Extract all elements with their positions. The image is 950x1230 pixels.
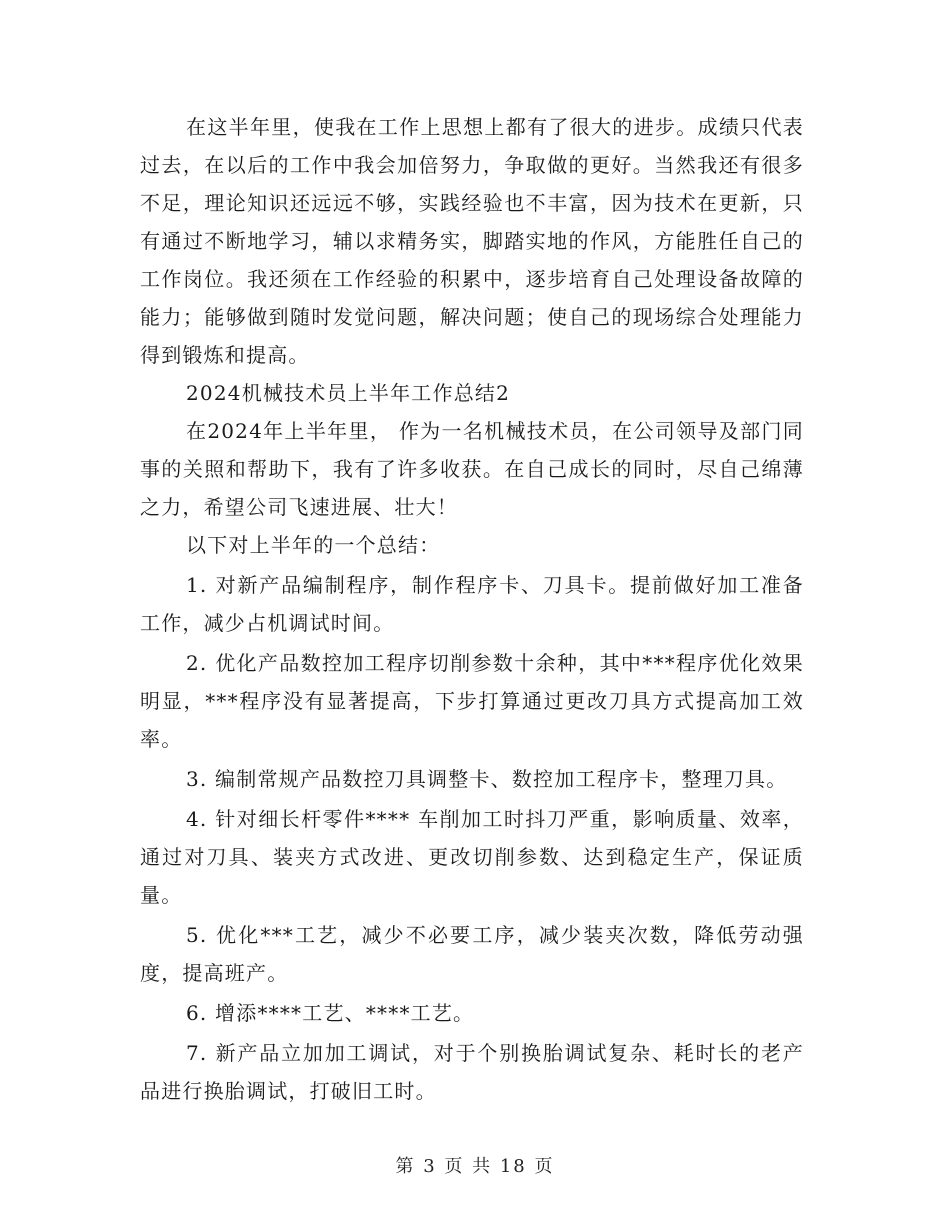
section-heading: 2024机械技术员上半年工作总结2 bbox=[186, 381, 511, 405]
paragraph-lead: 以下对上半年的一个总结： bbox=[186, 533, 441, 557]
document-body bbox=[140, 108, 804, 1110]
paragraph-summary: 在这半年里，使我在工作上思想上都有了很大的进步。成绩只代表过去，在以后的工作中我会加倍努力，争取做的更好。当然我还有很多不足，理论知识还远远不够，实践经验也不丰富，因为技术在更新，只有通过不断地学习，辅以求精务实，脚踏实地的作风，方能胜任自己的工作岗位。我还须在工作经验的积累中，逐步培育自己处理设备故障的能力；能够做到随时发觉问题，解决问题；使自己的现场综合处理能力得到锻炼和提高。 bbox=[140, 115, 804, 367]
list-item: 3. 编制常规产品数控刀具调整卡、数控加工程序卡，整理刀具。 bbox=[186, 767, 788, 791]
paragraph-intro: 在2024年上半年里， 作为一名机械技术员，在公司领导及部门同事的关照和帮助下，我有了许多收获。在自己成长的同时，尽自己绵薄之力，希望公司飞速进展、壮大！ bbox=[140, 419, 804, 519]
list-item: 7. 新产品立加加工调试，对于个别换胎调试复杂、耗时长的老产品进行换胎调试，打破旧工时。 bbox=[140, 1041, 804, 1103]
list-item: 2. 优化产品数控加工程序切削参数十余种，其中***程序优化效果明显，***程序没有显著提高，下步打算通过更改刀具方式提高加工效率。 bbox=[140, 651, 804, 751]
page-number-footer: 第 3 页 共 18 页 bbox=[395, 1156, 555, 1177]
list-item: 6. 增添****工艺、****工艺。 bbox=[186, 1001, 475, 1025]
list-item: 4. 针对细长杆零件**** 车削加工时抖刀严重，影响质量、效率，通过对刀具、装夹方式改进、更改切削参数、达到稳定生产，保证质量。 bbox=[140, 807, 804, 907]
list-item: 5. 优化***工艺，减少不必要工序，减少装夹次数，降低劳动强度，提高班产。 bbox=[140, 923, 804, 985]
list-item: 1. 对新产品编制程序，制作程序卡、刀具卡。提前做好加工准备工作，减少占机调试时间。 bbox=[140, 573, 804, 635]
